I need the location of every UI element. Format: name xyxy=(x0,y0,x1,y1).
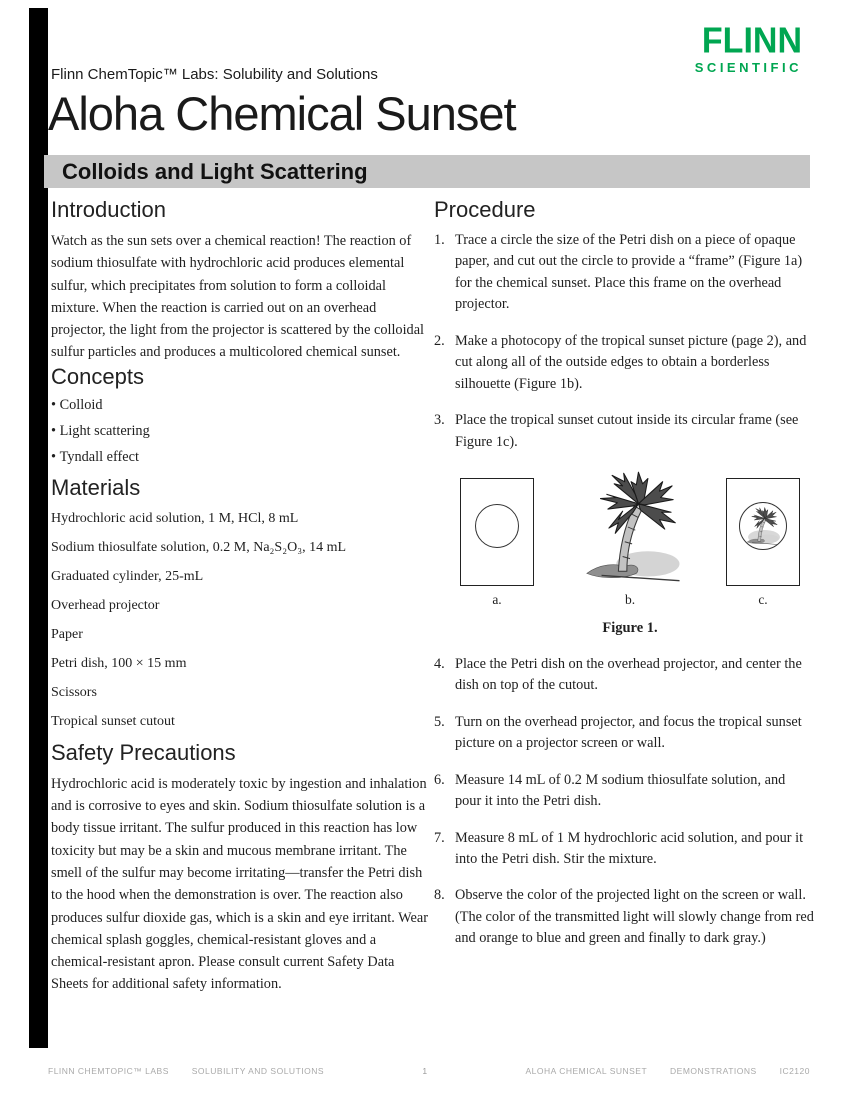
material-item: Scissors xyxy=(51,684,97,700)
concept-item: • Colloid xyxy=(51,397,431,414)
procedure-step: Observe the color of the projected light on the screen or wall. (The color of the transmitted light will slowly change from red and orange to blue and green and finally to dark gray.) xyxy=(455,887,814,947)
concept-item: • Light scattering xyxy=(51,423,431,440)
figure-panel-b xyxy=(571,468,689,608)
safety-heading: Safety Precautions xyxy=(51,739,236,765)
concept-item: • Tyndall effect xyxy=(51,449,431,466)
footer-code: IC2120 xyxy=(779,1066,810,1076)
procedure-step: Turn on the overhead projector, and focus the tropical sunset picture on a projector screen or wall. xyxy=(455,713,802,752)
procedure-step: Measure 8 mL of 1 M hydrochloric acid solution, and pour it into the Petri dish. Stir the mixture. xyxy=(455,829,804,867)
material-item: Overhead projector xyxy=(51,597,160,613)
footer-series: FLINN CHEMTOPIC™ LABS xyxy=(48,1066,169,1076)
page-footer xyxy=(0,1064,850,1080)
right-column xyxy=(434,197,814,965)
material-item: Tropical sunset cutout xyxy=(51,713,175,729)
palm-tree-cutout xyxy=(740,503,784,547)
materials-list xyxy=(51,508,431,732)
procedure-steps-4-8 xyxy=(434,654,814,950)
procedure-heading: Procedure xyxy=(434,197,536,222)
procedure-step: Place the Petri dish on the overhead projector, and center the dish on top of the cutout. xyxy=(455,655,802,694)
cutout-frame-rectangle xyxy=(726,478,800,586)
materials-heading: Materials xyxy=(51,474,141,500)
figure-panels xyxy=(460,468,800,608)
material-item: Sodium thiosulfate solution, 0.2 M, Na₂S₂O₃, 14 mL xyxy=(51,539,347,555)
brand-scientific: SCIENTIFIC xyxy=(694,60,802,75)
footer-category: DEMONSTRATIONS xyxy=(670,1066,757,1076)
cutout-circle xyxy=(739,502,787,550)
palm-tree-illustration xyxy=(571,468,689,586)
material-item: Hydrochloric acid solution, 1 M, HCl, 8 mL xyxy=(51,510,299,526)
procedure-step: Make a photocopy of the tropical sunset picture (page 2), and cut along all of the outside edges to obtain a borderless silhouette (Figure 1b). xyxy=(455,332,807,392)
figure-caption: Figure 1. xyxy=(602,619,658,636)
procedure-step: Trace a circle the size of the Petri dish on a piece of opaque paper, and cut out the circle to provide a “frame” (Figure 1a) for the chemical sunset. Place this frame on the overhead projector. xyxy=(455,232,803,313)
introduction-heading: Introduction xyxy=(51,197,166,222)
footer-left xyxy=(48,1066,324,1076)
concepts-list xyxy=(51,397,431,466)
left-column xyxy=(51,197,431,996)
brand-logo xyxy=(694,21,802,75)
introduction-body: Watch as the sun sets over a chemical reaction! The reaction of sodium thiosulfate with hydrochloric acid produces elemental sulfur, which precipitates from solution to form a colloidal mixture. When the reaction is carried out on an overhead projector, the light from the projector is scattered by the colloidal sulfur particles and produces a multicolored chemical sunset. xyxy=(51,233,425,361)
figure-panel-c xyxy=(726,478,800,608)
page-title: Aloha Chemical Sunset xyxy=(48,87,516,140)
procedure-step: Place the tropical sunset cutout inside its circular frame (see Figure 1c). xyxy=(455,412,799,450)
footer-topic: SOLUBILITY AND SOLUTIONS xyxy=(191,1066,325,1076)
figure-label-a: a. xyxy=(492,591,502,607)
safety-body: Hydrochloric acid is moderately toxic by ingestion and inhalation and is corrosive to eyes and skin. Sodium thiosulfate solution is a body tissue irritant. The sulfur produced in this reaction has low toxicity but may be a skin and mucous membrane irritant. The smell of the sulfur may become irritating—transfer the Petri dish to the hood when the demonstration is over. The reaction also produces sulfur dioxide gas, which is a skin and eye irritant. Wear chemical splash goggles, chemical-resistant gloves and a chemical-resistant apron. Please consult current Safety Data Sheets for additional safety information. xyxy=(51,775,428,993)
material-item: Paper xyxy=(51,626,83,642)
series-line: Flinn ChemTopic™ Labs: Solubility and Solutions xyxy=(51,66,378,83)
brand-flinn: FLINN xyxy=(701,21,802,61)
topic-banner: Colloids and Light Scattering xyxy=(44,155,810,188)
material-item: Graduated cylinder, 25-mL xyxy=(51,568,204,584)
concepts-heading: Concepts xyxy=(51,363,144,389)
procedure-steps-1-3 xyxy=(434,230,814,453)
footer-page-number: 1 xyxy=(422,1066,428,1076)
figure-1 xyxy=(434,468,814,637)
frame-rectangle xyxy=(460,478,534,586)
figure-label-c: c. xyxy=(758,591,768,607)
footer-doc-title: ALOHA CHEMICAL SUNSET xyxy=(525,1066,648,1076)
footer-right xyxy=(526,1066,810,1076)
frame-circle xyxy=(475,504,519,548)
material-item: Petri dish, 100 × 15 mm xyxy=(51,655,187,671)
figure-panel-a xyxy=(460,478,534,608)
procedure-step: Measure 14 mL of 0.2 M sodium thiosulfate solution, and pour it into the Petri dish. xyxy=(455,771,786,810)
figure-label-b: b. xyxy=(624,591,636,607)
